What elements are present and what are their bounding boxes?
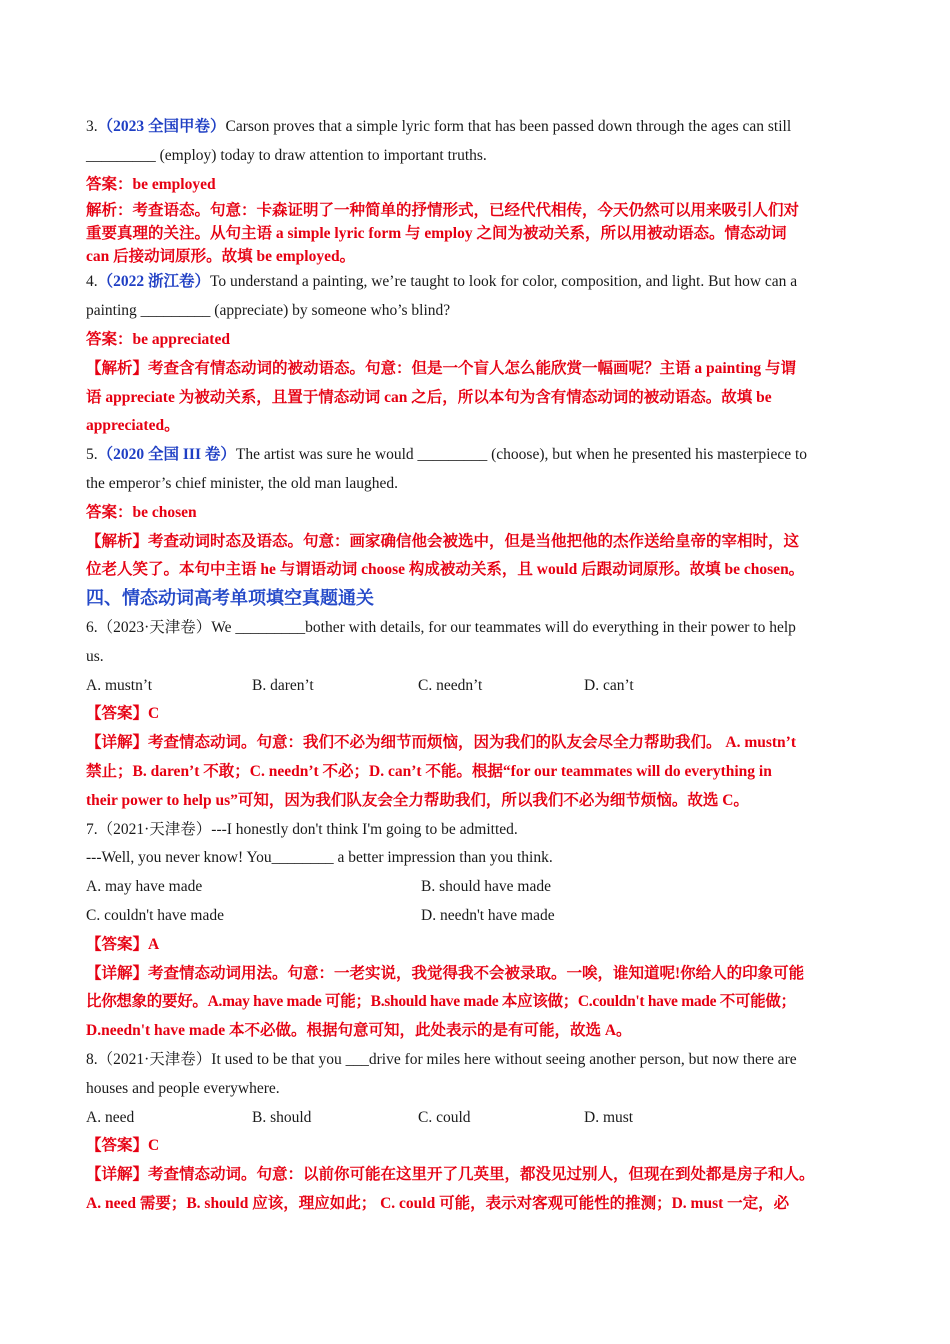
q4-number: 4. [86, 273, 98, 291]
q3-line-2: _________ (employ) today to draw attention to important truths. [86, 146, 487, 164]
q5-line-2: the emperor’s chief minister, the old man laughed. [86, 474, 399, 492]
q3-number: 3. [86, 118, 98, 135]
q6-option-b: B. daren’t [252, 676, 314, 694]
q7-options-row-1 [86, 873, 866, 902]
q8-option-d: D. must [584, 1108, 634, 1126]
q6-detail-2: 禁止；B. daren’t 不敢；C. needn’t 不必；D. can’t 不能。根据“for our teammates will do everything in [86, 762, 772, 780]
q6-line-1: 6.（2023·天津卷）We _________bother with details, for our teammates will do everything in their power to help [86, 618, 796, 636]
q4-source: （2022 浙江卷） [97, 273, 211, 291]
q8-option-b: B. should [252, 1108, 312, 1126]
q6-detail-3: their power to help us”可知，因为我们队友会全力帮助我们，所以我们不必为细节烦恼。故选 C。 [86, 791, 749, 809]
q7-options-row-2 [86, 902, 866, 931]
q7-detail-3: D.needn't have made 本不必做。根据句意可知，此处表示的是有可能，故选 A。 [86, 1022, 632, 1040]
q7-answer: 【答案】A [86, 935, 160, 953]
q8-answer: 【答案】C [86, 1137, 160, 1155]
q8-line-1: 8.（2021·天津卷）It used to be that you ___drive for miles here without seeing another person, but now there are [86, 1050, 797, 1068]
q7-line-1: 7.（2021·天津卷）---I honestly don't think I'm going to be admitted. [86, 820, 518, 838]
q5-line-1 [86, 441, 866, 470]
q8-detail-1: 【详解】考查情态动词。句意：以前你可能在这里开了几英里，都没见过别人，但现在到处都是房子和人。 [86, 1166, 815, 1184]
q5-answer: 答案：be chosen [86, 503, 197, 521]
q8-line-2: houses and people everywhere. [86, 1079, 280, 1097]
document-page [86, 113, 866, 1219]
q4-text: To understand a painting, we’re taught to look for color, composition, and light. But how can a [210, 273, 798, 291]
q3-line-1 [86, 113, 866, 142]
q6-line-2: us. [86, 647, 104, 665]
q5-analysis-2: 位老人笑了。本句中主语 he 与谓语动词 choose 构成被动关系，且 would 后跟动词原形。故填 be chosen。 [86, 561, 805, 579]
q6-detail-1: 【详解】考查情态动词。句意：我们不必为细节而烦恼，因为我们的队友会尽全力帮助我们。 A. mustn’t [86, 734, 796, 752]
q8-option-c: C. could [418, 1108, 471, 1126]
q5-analysis-1: 【解析】考查动词时态及语态。句意：画家确信他会被选中，但是当他把他的杰作送给皇帝的宰相时，这 [86, 532, 800, 550]
q3-source: （2023 全国甲卷） [97, 118, 226, 135]
q7-option-a: A. may have made [86, 878, 203, 896]
q6-option-d: D. can’t [584, 676, 634, 694]
q7-option-c: C. couldn't have made [86, 906, 224, 924]
q3-answer: 答案：be employed [86, 175, 216, 193]
q4-analysis-2: 语 appreciate 为被动关系，且置于情态动词 can 之后，所以本句为含有情态动词的被动语态。故填 be [86, 388, 772, 406]
q4-line-2: painting _________ (appreciate) by someone who’s blind? [86, 302, 451, 320]
q4-line-1 [86, 268, 866, 297]
q7-option-d: D. needn't have made [421, 906, 555, 924]
q7-option-b: B. should have made [421, 878, 552, 896]
q8-option-a: A. need [86, 1108, 135, 1126]
q3-analysis-3: can 后接动词原形。故填 be employed。 [86, 248, 356, 266]
q4-answer: 答案：be appreciated [86, 330, 230, 348]
q4-analysis-3: appreciated。 [86, 417, 180, 435]
q3-analysis-2: 重要真理的关注。从句主语 a simple lyric form 与 employ 之间为被动关系，所以用被动语态。情态动词 [86, 225, 787, 243]
q3-text: Carson proves that a simple lyric form that has been passed down through the ages can still [225, 118, 792, 135]
q5-number: 5. [86, 446, 98, 464]
q4-analysis-1: 【解析】考查含有情态动词的被动语态。句意：但是一个盲人怎么能欣赏一幅画呢？主语 a painting 与谓 [86, 359, 797, 377]
q7-line-2: ---Well, you never know! You________ a better impression than you think. [86, 849, 553, 867]
q6-option-a: A. mustn’t [86, 676, 153, 694]
q7-detail-1: 【详解】考查情态动词用法。句意：一老实说，我觉得我不会被录取。一唉，谁知道呢!你给人的印象可能 [86, 964, 805, 982]
q5-text: The artist was sure he would _________ (choose), but when he presented his masterpiece to [235, 446, 808, 464]
q7-detail-2: 比你想象的要好。A.may have made 可能；B.should have made 本应该做；C.couldn't have made 不可能做； [86, 993, 796, 1011]
q5-source: （2020 全国 III 卷） [97, 446, 236, 464]
q6-options [86, 672, 866, 701]
q8-options [86, 1104, 866, 1133]
q3-analysis-1: 解析：考查语态。句意：卡森证明了一种简单的抒情形式，已经代代相传，今天仍然可以用来吸引人们对 [86, 202, 800, 220]
q8-detail-2: A. need 需要；B. should 应该，理应如此； C. could 可能，表示对客观可能性的推测；D. must 一定，必 [86, 1194, 790, 1212]
section-4-heading: 四、情态动词高考单项填空真题通关 [86, 588, 374, 610]
q6-option-c: C. needn’t [418, 676, 483, 694]
q6-answer: 【答案】C [86, 705, 160, 723]
